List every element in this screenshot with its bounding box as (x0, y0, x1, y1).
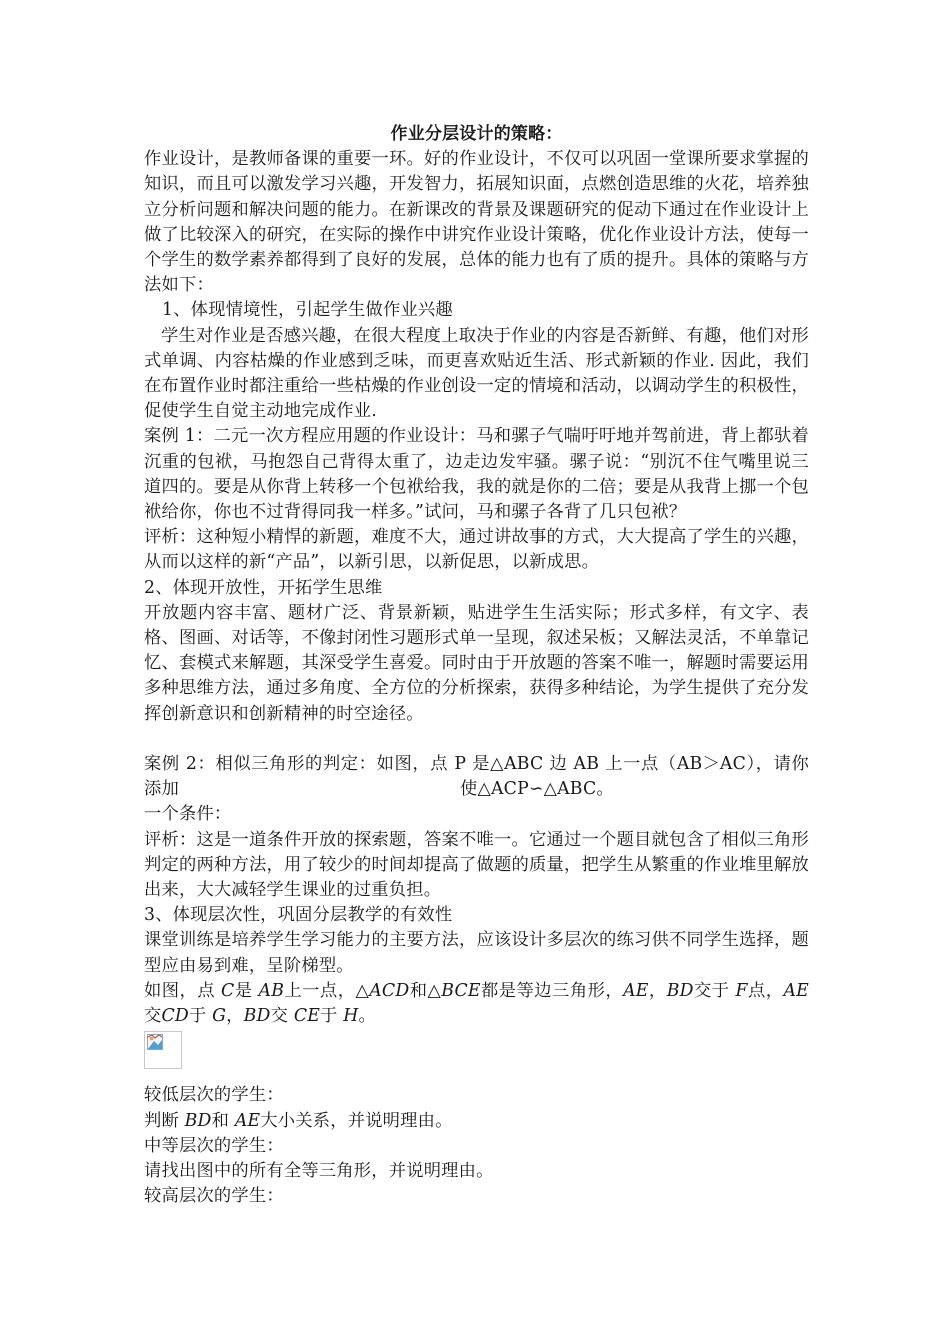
high-level-label: 较高层次的学生： (144, 1186, 284, 1207)
mid-level-label: 中等层次的学生： (144, 1135, 284, 1156)
comment-2-paragraph: 评析：这是一道条件开放的探索题，答案不唯一。它通过一个题目就包含了相似三角形判定的两种方法，用了较少的时间却提高了做题的质量，把学生从繁重的作业堆里解放出来，大大减轻学生课业的过重负担。 (144, 829, 809, 901)
case-1-paragraph: 案例 1：二元一次方程应用题的作业设计：马和骡子气喘吁吁地并驾前进，背上都驮着沉重的包袱，马抱怨自己背得太重了，边走边发牢骚。骡子说：“别沉不住气嘴里说三道四的。要是从你背上转移一个包袱给我，我的就是你的二倍；要是从我背上挪一个包袱给你，你也不过背得同我一样多。”试问，马和骡子各背了几只包袱？ (144, 426, 809, 523)
low-level-task: 判断 BD和 AE大小关系，并说明理由。 (144, 1110, 453, 1131)
low-level-label: 较低层次的学生： (144, 1085, 284, 1106)
broken-image-icon (144, 1031, 182, 1069)
intro-paragraph: 作业设计，是教师备课的重要一环。好的作业设计，不仅可以巩固一堂课所要求掌握的知识，而且可以激发学习兴趣，开发智力，拓展知识面，点燃创造思维的火花，培养独立分析问题和解决问题的能力。在新课改的背景及课题研究的促动下通过在作业设计上做了比较深入的研究，在实际的操作中讲究作业设计策略，优化作业设计方法，使每一个学生的数学素养都得到了良好的发展，总体的能力也有了质的提升。具体的策略与方法如下： (144, 149, 809, 296)
case-2-line-2-right: 使△ACP∽△ABC。 (460, 779, 614, 800)
case-2-paragraph (144, 752, 809, 828)
problem-statement: 如图，点 C是 AB上一点，△ACD和△BCE都是等边三角形，AE，BD交于 F点，AE交CD于 G，BD交 CE于 H。 (144, 980, 809, 1027)
section-3-body: 课堂训练是培养学生学习能力的主要方法，应该设计多层次的练习供不同学生选择，题型应由易到难，呈阶梯型。 (144, 930, 809, 976)
document-page (144, 122, 809, 1209)
case-2-line-2-left: 一个条件： (144, 804, 232, 825)
section-2-heading: 2、体现开放性，开拓学生思维 (144, 577, 383, 598)
mid-level-task: 请找出图中的所有全等三角形，并说明理由。 (144, 1160, 494, 1181)
section-1-heading: 1、体现情境性，引起学生做作业兴趣 (162, 300, 453, 321)
comment-1-paragraph: 评析：这种短小精悍的新题，难度不大，通过讲故事的方式，大大提高了学生的兴趣，从而以这样的新“产品”，以新引思，以新促思，以新成思。 (144, 527, 809, 573)
section-1-body: 学生对作业是否感兴趣，在很大程度上取决于作业的内容是否新鲜、有趣，他们对形式单调、内容枯燥的作业感到乏味，而更喜欢贴近生活、形式新颖的作业. 因此，我们在布置作业时都注重给一些枯燥的作业创设一定的情境和活动，以调动学生的积极性，促使学生自觉主动地完成作业. (144, 325, 809, 422)
section-3-heading: 3、体现层次性，巩固分层教学的有效性 (144, 905, 453, 926)
blank-line (144, 727, 809, 752)
case-2-line-1: 案例 2：相似三角形的判定：如图，点 P 是△ABC 边 AB 上一点（AB＞AC），请你添加 (144, 754, 809, 800)
section-2-body: 开放题内容丰富、题材广泛、背景新颖，贴进学生生活实际；形式多样，有文字、表格、图画、对话等，不像封闭性习题形式单一呈现，叙述呆板；又解法灵活，不单靠记忆、套模式来解题，其深受学生喜爱。同时由于开放题的答案不唯一，解题时需要运用多种思维方法，通过多角度、全方位的分析探索，获得多种结论，为学生提供了充分发挥创新意识和创新精神的时空途径。 (144, 602, 809, 724)
page-title: 作业分层设计的策略： (390, 124, 563, 144)
